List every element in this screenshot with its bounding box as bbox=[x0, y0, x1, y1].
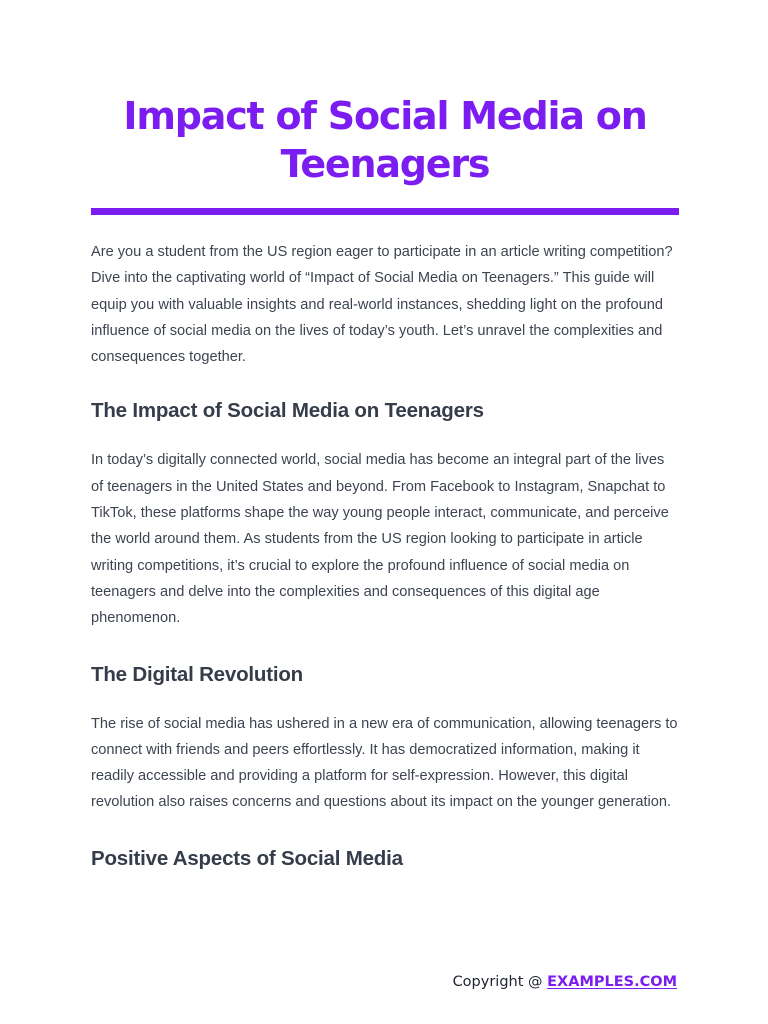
intro-paragraph: Are you a student from the US region eager to participate in an article writing competition? Dive into the captivating world of “Impact of Social Media on Teenagers.” This guide will equip you with valuable insights and real-world instances, shedding light on the profound influence of social media on the lives of today’s youth. Let’s unravel the complexities and consequences together. bbox=[91, 244, 673, 366]
section-heading-positive-aspects: Positive Aspects of Social Media bbox=[91, 846, 403, 870]
section-body-impact: In today’s digitally connected world, social media has become an integral part of the lives of teenagers in the United States and beyond. From Facebook to Instagram, Snapchat to TikTok, these platforms shape the way young people interact, communicate, and perceive the world around them. As students from the US region looking to participate in article writing competitions, it’s crucial to explore the profound influence of social media on teenagers and delve into the complexities and consequences of this digital age phenomenon. bbox=[91, 452, 669, 627]
section-heading-digital-revolution: The Digital Revolution bbox=[91, 662, 303, 686]
brand-link[interactable]: EXAMPLES.COM bbox=[547, 974, 677, 990]
section-body-digital-revolution: The rise of social media has ushered in a new era of communication, allowing teenagers to connect with friends and peers effortlessly. It has democratized information, making it readily accessible and providing a platform for self-expression. However, this digital revolution also raises concerns and questions about its impact on the younger generation. bbox=[91, 715, 678, 811]
copyright-footer bbox=[453, 971, 677, 993]
title-divider bbox=[91, 208, 679, 215]
document-page bbox=[91, 92, 679, 873]
page-title: Impact of Social Media on Teenagers bbox=[123, 94, 647, 186]
section-heading-impact: The Impact of Social Media on Teenagers bbox=[91, 399, 484, 423]
copyright-text: Copyright @ bbox=[452, 974, 548, 990]
